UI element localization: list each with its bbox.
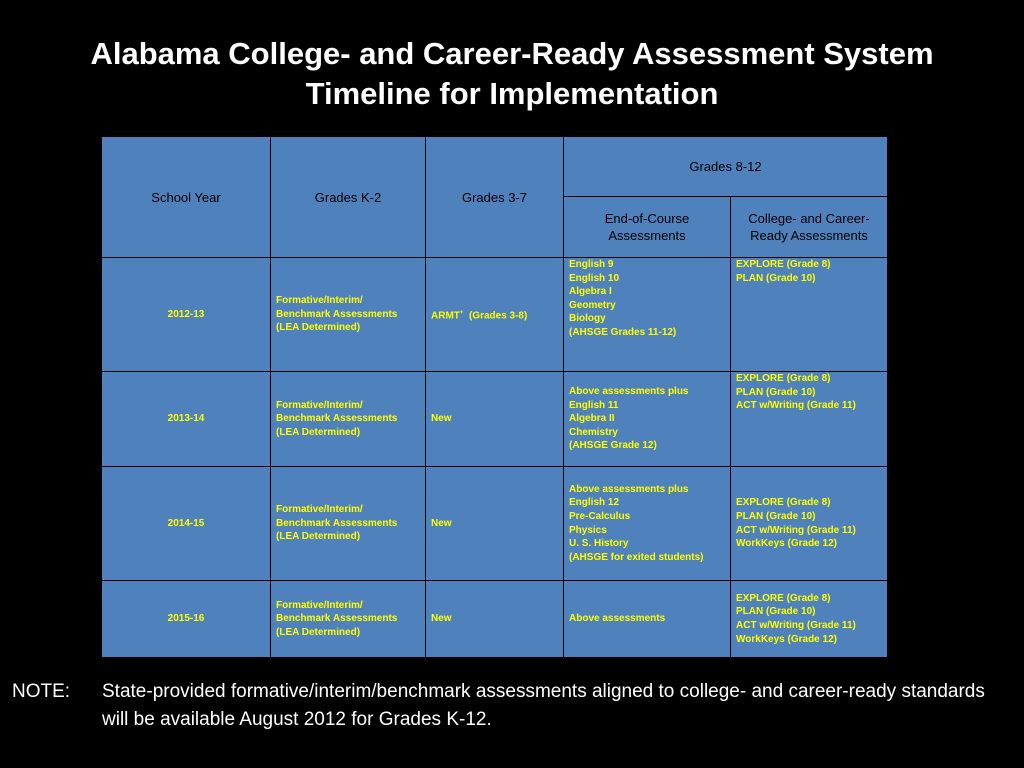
ccr-line: EXPLORE (Grade 8) <box>736 592 831 604</box>
grades-k2-cell <box>271 467 426 581</box>
slide-title <box>0 34 1024 114</box>
end-of-course-cell <box>564 467 731 581</box>
eoc-line: Algebra I <box>569 286 612 298</box>
end-of-course-cell <box>564 372 731 467</box>
ccr-line: EXPLORE (Grade 8) <box>736 497 831 509</box>
header-eoc-line-1: End-of-Course <box>604 211 690 226</box>
eoc-line: Algebra II <box>569 413 615 425</box>
header-grades-8-12: Grades 8-12 <box>564 137 888 197</box>
eoc-line: Geometry <box>569 299 616 311</box>
note-text: State-provided formative/interim/benchmark assessments aligned to college- and career-ready standards will be available August 2012 for Grades K-12. <box>102 681 985 730</box>
school-year-cell: 2015-16 <box>102 581 271 658</box>
ccr-line: EXPLORE (Grade 8) <box>736 259 831 270</box>
header-college-career-ready <box>731 197 888 258</box>
eoc-line: English 12 <box>569 497 620 509</box>
eoc-line: U. S. History <box>569 538 629 550</box>
ccr-line: ACT w/Writing (Grade 11) <box>736 400 856 412</box>
eoc-line: (AHSGE for exited students) <box>569 551 704 563</box>
header-ccr-line-1: College- and Career- <box>748 211 870 226</box>
end-of-course-cell <box>564 258 731 372</box>
ccr-line: PLAN (Grade 10) <box>736 606 816 618</box>
timeline-table <box>101 136 888 658</box>
eoc-line: Pre-Calculus <box>569 510 631 522</box>
k2-line: Benchmark Assessments <box>276 613 398 625</box>
header-ccr-line-2: Ready Assessments <box>750 228 868 243</box>
armt-plus: + <box>459 309 464 316</box>
table-row <box>102 581 888 658</box>
grades-k2-cell <box>271 258 426 372</box>
ccr-cell <box>731 581 888 658</box>
eoc-line: Physics <box>569 524 607 536</box>
k2-line: Formative/Interim/ <box>276 295 363 307</box>
table-row <box>102 258 888 372</box>
header-school-year: School Year <box>102 137 271 258</box>
header-eoc-line-2: Assessments <box>608 228 686 243</box>
table-row <box>102 467 888 581</box>
k2-line: Formative/Interim/ <box>276 599 363 611</box>
eoc-line: English 11 <box>569 399 619 411</box>
k2-line: Benchmark Assessments <box>276 517 398 529</box>
school-year-cell: 2014-15 <box>102 467 271 581</box>
ccr-line: EXPLORE (Grade 8) <box>736 373 831 384</box>
ccr-cell <box>731 372 888 467</box>
eoc-line: Biology <box>569 313 606 325</box>
ccr-cell <box>731 467 888 581</box>
ccr-line: PLAN (Grade 10) <box>736 386 816 398</box>
armt-grades: (Grades 3-8) <box>463 309 528 321</box>
ccr-cell <box>731 258 888 372</box>
ccr-line: WorkKeys (Grade 12) <box>736 633 837 645</box>
school-year-cell: 2012-13 <box>102 258 271 372</box>
k2-line: (LEA Determined) <box>276 426 361 438</box>
grades-3-7-cell: New <box>426 581 564 658</box>
eoc-line: English 9 <box>569 259 614 270</box>
end-of-course-cell: Above assessments <box>564 581 731 658</box>
eoc-line: Chemistry <box>569 426 618 438</box>
header-grades-k2: Grades K-2 <box>271 137 426 258</box>
k2-line: (LEA Determined) <box>276 322 361 334</box>
eoc-line: Above assessments plus <box>569 386 689 398</box>
k2-line: Benchmark Assessments <box>276 413 398 425</box>
eoc-line: (AHSGE Grades 11-12) <box>569 326 677 338</box>
school-year-cell: 2013-14 <box>102 372 271 467</box>
header-grades-3-7: Grades 3-7 <box>426 137 564 258</box>
k2-line: (LEA Determined) <box>276 531 361 543</box>
note-label: NOTE: <box>12 681 71 702</box>
eoc-line: English 10 <box>569 272 620 284</box>
grades-3-7-cell <box>426 258 564 372</box>
k2-line: Benchmark Assessments <box>276 308 398 320</box>
table-row <box>102 372 888 467</box>
header-row-1 <box>102 137 888 197</box>
eoc-line: Above assessments plus <box>569 483 689 495</box>
grades-k2-cell <box>271 581 426 658</box>
grades-3-7-cell: New <box>426 467 564 581</box>
k2-line: Formative/Interim/ <box>276 399 363 411</box>
ccr-line: ACT w/Writing (Grade 11) <box>736 620 856 631</box>
ccr-line: PLAN (Grade 10) <box>736 272 816 284</box>
header-end-of-course <box>564 197 731 258</box>
ccr-line: WorkKeys (Grade 12) <box>736 538 837 550</box>
k2-line: (LEA Determined) <box>276 626 361 638</box>
ccr-line: ACT w/Writing (Grade 11) <box>736 524 856 536</box>
armt-label: ARMT <box>431 309 460 321</box>
grades-3-7-cell: New <box>426 372 564 467</box>
title-line-2: Timeline for Implementation <box>305 76 719 111</box>
eoc-line: (AHSGE Grade 12) <box>569 440 657 452</box>
k2-line: Formative/Interim/ <box>276 504 363 516</box>
ccr-line: PLAN (Grade 10) <box>736 510 816 522</box>
grades-k2-cell <box>271 372 426 467</box>
title-line-1: Alabama College- and Career-Ready Assessment System <box>90 36 934 71</box>
